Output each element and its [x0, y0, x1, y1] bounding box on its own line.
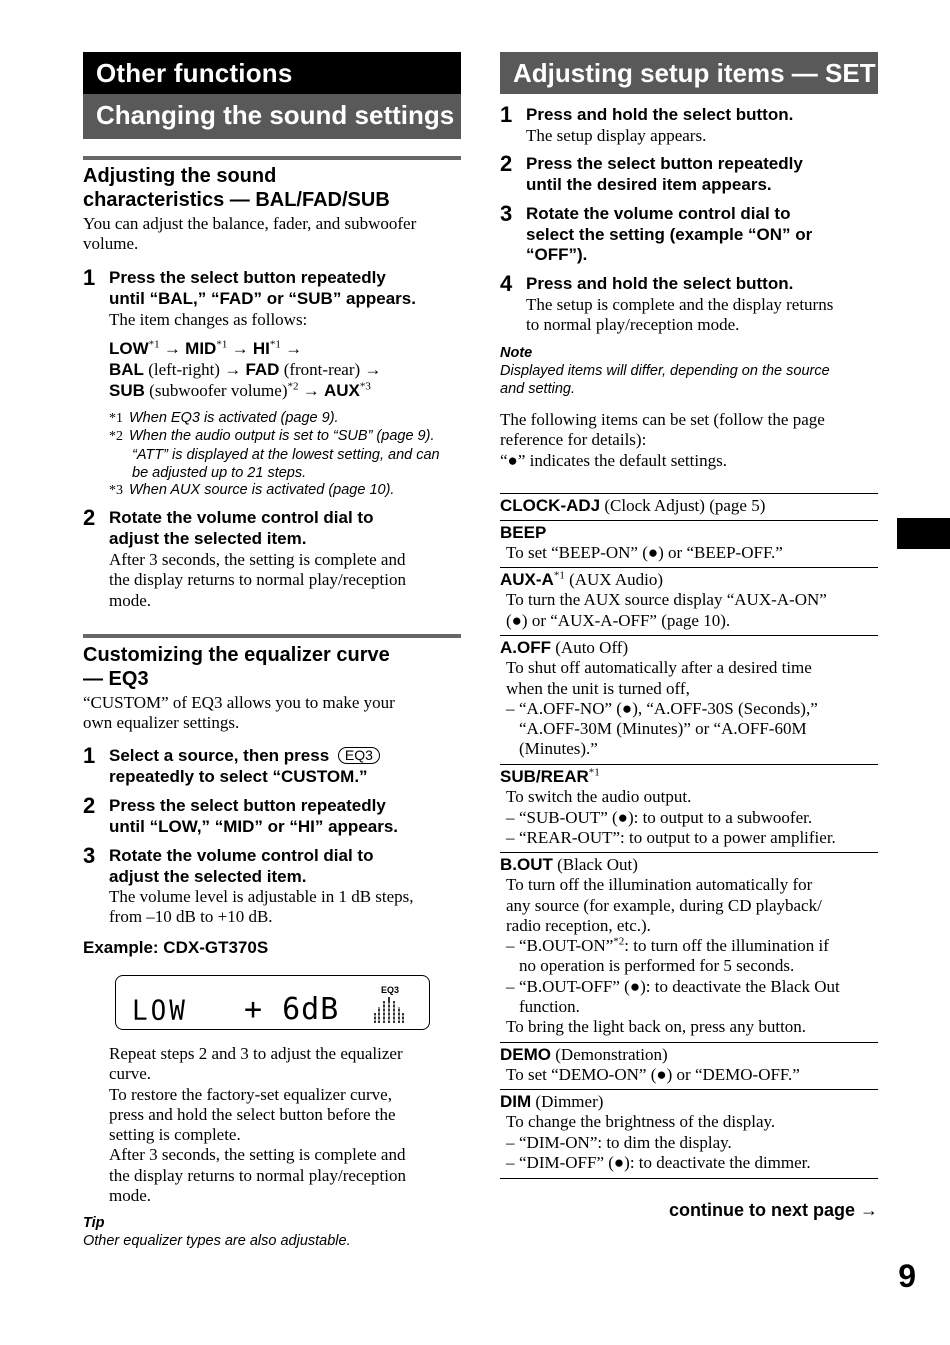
- footnote-1: *1 When EQ3 is activated (page 9).: [109, 410, 339, 426]
- setup-item-beep: BEEP To set “BEEP-ON” (●) or “BEEP-OFF.”: [500, 520, 878, 564]
- continue-next-page: continue to next page →: [668, 1200, 878, 1220]
- section-banner-set: Adjusting setup items — SET: [500, 52, 878, 94]
- example-label: Example: CDX-GT370S: [83, 938, 269, 957]
- setup-item-demo: DEMO (Demonstration) To set “DEMO-ON” (●) or “DEMO-OFF.”: [500, 1042, 878, 1086]
- divider: [83, 634, 461, 638]
- setup-item-clock-adj: CLOCK-ADJ (Clock Adjust) (page 5): [500, 493, 878, 516]
- step-number: 3: [500, 201, 513, 226]
- page-number: 9: [898, 1258, 916, 1294]
- equalizer-instructions: Repeat steps 2 and 3 to adjust the equalizer curve. To restore the factory-set equalizer curve, press and hold the select button before the setting is complete. After 3 seconds, the setting is complete and the display returns to normal play/reception mode.: [109, 1044, 406, 1206]
- eq3-key: EQ3: [338, 747, 380, 764]
- setup-item-dim: DIM (Dimmer) To change the brightness of the display. – “DIM-ON”: to dim the display. – “DIM-OFF” (●): to deactivate the dimmer.: [500, 1089, 878, 1173]
- setup-item-b-out: B.OUT (Black Out) To turn off the illumination automatically for any source (for example, during CD playback/ radio reception, etc.). – “B.OUT-ON”$^{*2}$: to turn off the illumination if no operation is performed for 5 seconds. – “B.OUT-OFF” (●): to deactivate the Black Out function. To bring the light back on, press any button.: [500, 852, 878, 1038]
- footnote-3: *3 When AUX source is activated (page 10).: [109, 482, 395, 498]
- setup-item-sub-rear: SUB/REAR$^{*1}$ To switch the audio output. – “SUB-OUT” (●): to output to a subwoofer. – “REAR-OUT”: to output to a power amplifier.: [500, 764, 878, 848]
- step-number: 1: [83, 743, 96, 768]
- page-edge-tab: [897, 518, 950, 549]
- tip: Tip Other equalizer types are also adjustable.: [83, 1215, 351, 1249]
- footnote-2: *2 When the audio output is set to “SUB” (page 9). “ATT” is displayed at the lowest setting, and can be adjusted up to 21 steps.: [109, 428, 440, 481]
- sequence-list: LOW$^{*1}$ → MID$^{*1}$ → HI$^{*1}$ → BAL (left-right) → FAD (front-rear) → SUB (subwoofer volume)$^{*2}$ → AUX$^{*3}$: [109, 338, 382, 400]
- eq3-badge: EQ3: [381, 985, 400, 995]
- lcd-left-text: LOW: [132, 995, 188, 1027]
- step-number: 1: [83, 265, 96, 290]
- intro-text: You can adjust the balance, fader, and subwoofer volume.: [83, 214, 417, 254]
- step-number: 3: [83, 843, 96, 868]
- divider: [83, 156, 461, 160]
- setup-item-a-off: A.OFF (Auto Off) To shut off automatically after a desired time when the unit is turned off, – “A.OFF-NO” (●), “A.OFF-30S (Seconds),” “A.OFF-30M (Minutes)” or “A.OFF-60M (Minutes).”: [500, 635, 878, 760]
- lcd-display: [115, 975, 430, 1030]
- equalizer-bars-icon: [371, 995, 407, 1025]
- step-number: 2: [83, 505, 96, 530]
- section-banner-sound-settings: Changing the sound settings: [83, 94, 461, 139]
- lcd-right-text: + 6dB: [244, 992, 340, 1027]
- step-number: 2: [500, 151, 513, 176]
- intro-text: “CUSTOM” of EQ3 allows you to make your own equalizer settings.: [83, 693, 395, 733]
- divider: [500, 1178, 878, 1179]
- step-number: 4: [500, 271, 513, 296]
- note: Note Displayed items will differ, depending on the source and setting.: [500, 345, 830, 397]
- setup-item-aux-a: AUX-$A^{*1}$ (AUX Audio) To turn the AUX source display “AUX-A-ON” (●) or “AUX-A-OFF” (page 10).: [500, 567, 878, 631]
- step-number: 1: [500, 102, 513, 127]
- heading-equalizer-curve: Customizing the equalizer curve — EQ3: [83, 644, 390, 690]
- step-number: 2: [83, 793, 96, 818]
- items-intro: The following items can be set (follow the page reference for details): “●” indicates the default settings.: [500, 410, 825, 470]
- heading-sound-characteristics: Adjusting the sound characteristics — BAL/FAD/SUB: [83, 165, 390, 211]
- section-banner-other-functions: Other functions: [83, 52, 461, 94]
